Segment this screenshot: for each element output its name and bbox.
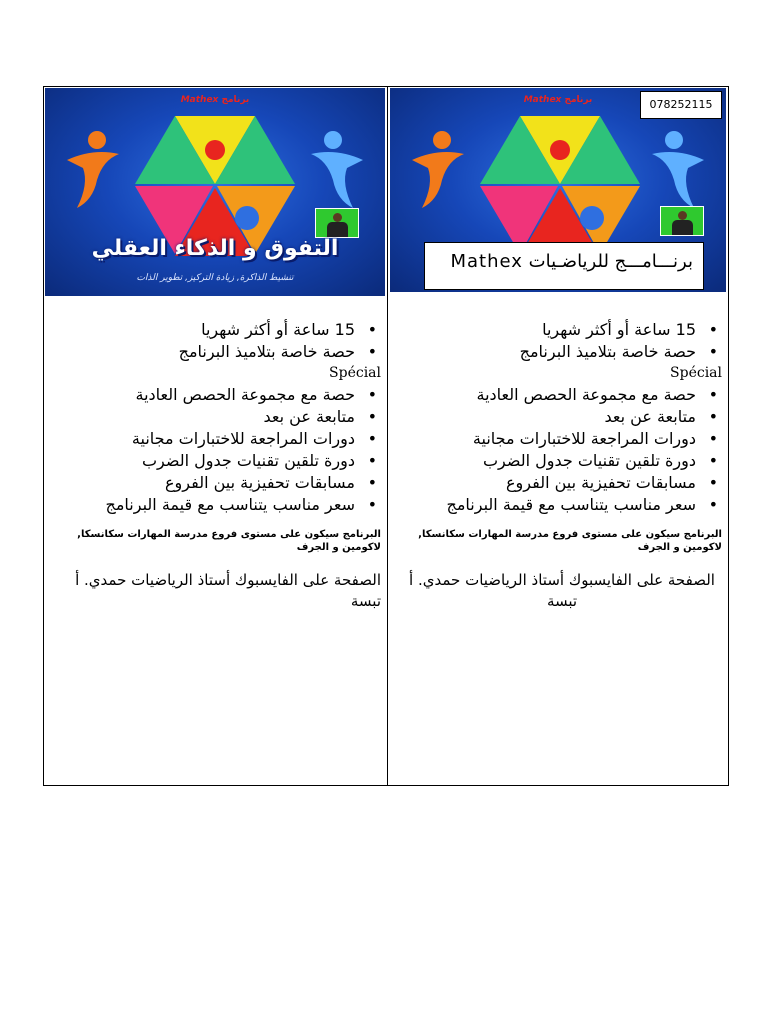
- branches-note: البرنامج سيكون على مستوى فروع مدرسة المهارات سكانسكا, لاكومين و الجرف: [77, 529, 381, 553]
- orange-figure-icon: [63, 130, 123, 210]
- special-label: Spécial: [670, 365, 722, 381]
- phone-number: 078252115: [640, 91, 722, 119]
- poster-brand: Mathex برنامج: [523, 95, 593, 105]
- feature-list: [58, 384, 381, 516]
- flyer-right: [388, 87, 728, 785]
- branches-note: البرنامج سيكون على مستوى فروع مدرسة المهارات سكانسكا, لاكومين و الجرف: [418, 529, 722, 553]
- blue-figure-icon: [307, 130, 367, 210]
- feature-list: [402, 384, 722, 516]
- facebook-info: الصفحة على الفايسبوك أستاذ الرياضيات حمدي. أ تبسة: [409, 571, 715, 610]
- list-item: • 15 ساعة أو أكثر شهريا: [58, 319, 355, 341]
- list-item: • حصة خاصة بتلاميذ البرنامج: [402, 341, 696, 363]
- facebook-info: الصفحة على الفايسبوك أستاذ الرياضيات حمدي. أ تبسة: [75, 571, 381, 610]
- orange-figure-icon: [408, 130, 468, 210]
- list-item: • دورة تلقين تقنيات جدول الضرب: [58, 450, 355, 472]
- list-item: • متابعة عن بعد: [402, 406, 696, 428]
- list-item: • 15 ساعة أو أكثر شهريا: [402, 319, 696, 341]
- feature-list: [58, 319, 381, 363]
- teacher-photo-icon: [660, 206, 704, 236]
- list-item: • دورة تلقين تقنيات جدول الضرب: [402, 450, 696, 472]
- list-item: • حصة مع مجموعة الحصص العادية: [402, 384, 696, 406]
- list-item: • سعر مناسب يتناسب مع قيمة البرنامج: [402, 494, 696, 516]
- poster-subtitle: تنشيط الذاكرة, زيادة التركيز, تطوير الذات: [136, 273, 294, 283]
- list-item: • متابعة عن بعد: [58, 406, 355, 428]
- feature-content: [58, 319, 381, 612]
- list-item: • مسابقات تحفيزية بين الفروع: [58, 472, 355, 494]
- list-item: • مسابقات تحفيزية بين الفروع: [402, 472, 696, 494]
- teacher-photo-icon: [315, 208, 359, 238]
- list-item: • حصة مع مجموعة الحصص العادية: [58, 384, 355, 406]
- list-item: • دورات المراجعة للاختبارات مجانية: [58, 428, 355, 450]
- list-item: • حصة خاصة بتلاميذ البرنامج: [58, 341, 355, 363]
- poster-image: [45, 88, 385, 296]
- feature-list: [402, 319, 722, 363]
- poster-brand: Mathex برنامج: [180, 95, 250, 105]
- list-item: • سعر مناسب يتناسب مع قيمة البرنامج: [58, 494, 355, 516]
- list-item: • دورات المراجعة للاختبارات مجانية: [402, 428, 696, 450]
- flyer-left: [44, 87, 388, 785]
- special-label: Spécial: [329, 365, 381, 381]
- blue-figure-icon: [648, 130, 708, 210]
- program-title: برنـــامـــج للرياضـيات Mathex: [424, 242, 704, 290]
- feature-content: [402, 319, 722, 612]
- flyer-table: [43, 86, 729, 786]
- poster-title: التفوق و الذكاء العقلي: [91, 236, 339, 261]
- poster-image: [390, 88, 726, 292]
